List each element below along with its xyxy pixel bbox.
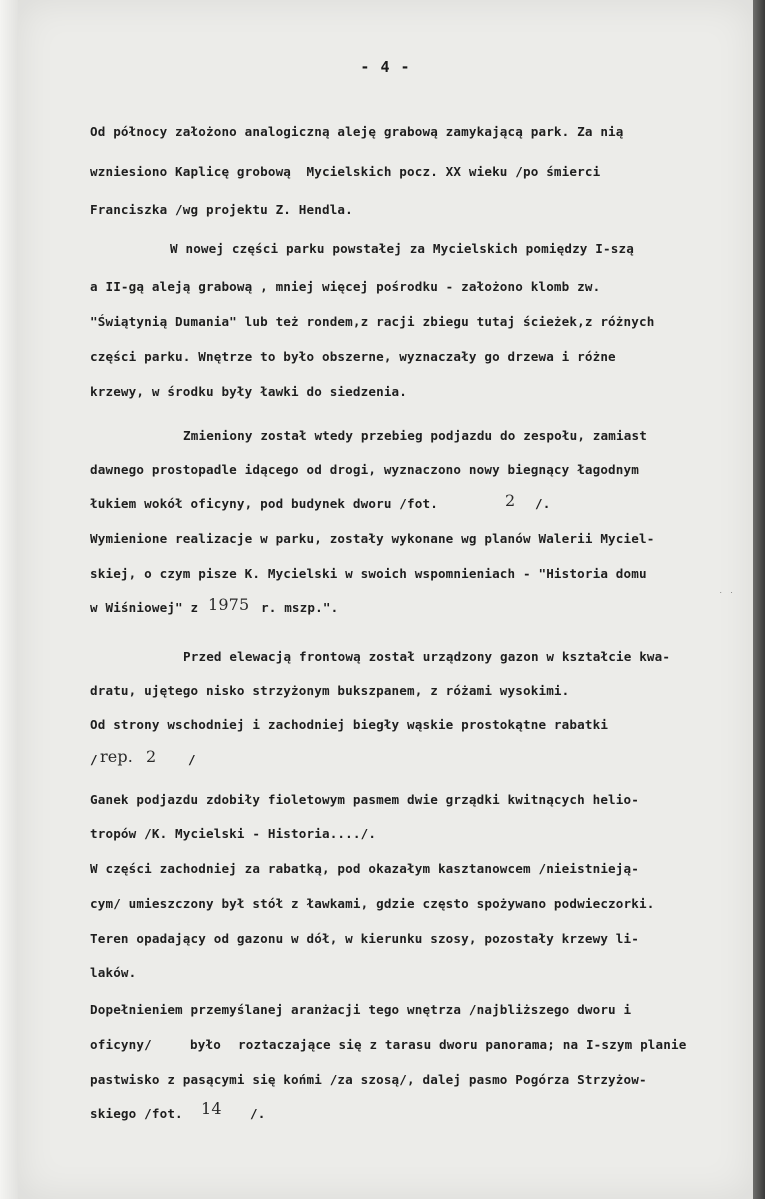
handwritten-year: 1975 xyxy=(208,595,250,614)
text-line: / xyxy=(188,752,196,767)
text-line: Zmieniony został wtedy przebieg podjazdu do zespołu, zamiast xyxy=(183,428,647,443)
document-page xyxy=(18,0,753,1199)
text-line: dawnego prostopadle idącego od drogi, wyznaczono nowy biegnący łagodnym xyxy=(90,462,639,477)
text-line: było xyxy=(190,1037,221,1052)
text-line: Od północy założono analogiczną aleję grabową zamykającą park. Za nią xyxy=(90,124,624,139)
text-line: a II-gą aleją grabową , mniej więcej pośrodku - założono klomb zw. xyxy=(90,279,601,294)
text-line: części parku. Wnętrze to było obszerne, wyznaczały go drzewa i różne xyxy=(90,349,616,364)
text-line: oficyny/ xyxy=(90,1037,152,1052)
text-line: Franciszka /wg projektu Z. Hendla. xyxy=(90,202,353,217)
text-line: /. xyxy=(535,496,551,511)
handwritten-plan-number: 2 xyxy=(146,747,157,766)
text-line: W części zachodniej za rabatką, pod okazałym kasztanowcem /nieistnieją- xyxy=(90,861,639,876)
text-line: W nowej części parku powstałej za Mycielskich pomiędzy I-szą xyxy=(170,241,634,256)
handwritten-plan-ref: rep. xyxy=(100,747,134,766)
text-line: w Wiśniowej" z xyxy=(90,600,199,615)
text-line: Dopełnieniem przemyślanej aranżacji tego wnętrza /najbliższego dworu i xyxy=(90,1002,632,1017)
text-line: skiej, o czym pisze K. Mycielski w swoich wspomnieniach - "Historia domu xyxy=(90,566,647,581)
text-line: dratu, ujętego nisko strzyżonym bukszpanem, z różami wysokimi. xyxy=(90,683,570,698)
scan-dark-edge xyxy=(753,0,765,1199)
handwritten-photo-number: 14 xyxy=(201,1099,222,1118)
text-line: "Świątynią Dumania" lub też rondem,z racji zbiegu tutaj ścieżek,z różnych xyxy=(90,314,655,329)
text-line: tropów /K. Mycielski - Historia..../. xyxy=(90,826,377,841)
text-line: roztaczające się z tarasu dworu panorama; na I-szym planie xyxy=(238,1037,687,1052)
text-line: krzewy, w środku były ławki do siedzenia. xyxy=(90,384,408,399)
text-line: Wymienione realizacje w parku, zostały wykonane wg planów Walerii Myciel- xyxy=(90,531,655,546)
text-line: Od strony wschodniej i zachodniej biegły wąskie prostokątne rabatki xyxy=(90,717,609,732)
text-line: Teren opadający od gazonu w dół, w kierunku szosy, pozostały krzewy li- xyxy=(90,931,639,946)
page-number: - 4 - xyxy=(360,58,411,76)
text-line: wzniesiono Kaplicę grobową Mycielskich pocz. XX wieku /po śmierci xyxy=(90,164,601,179)
text-line: / xyxy=(90,752,98,767)
text-line: Przed elewacją frontową został urządzony gazon w kształcie kwa- xyxy=(183,649,671,664)
text-line: skiego /fot. xyxy=(90,1106,183,1121)
text-line: laków. xyxy=(90,965,137,980)
page-left-edge xyxy=(0,0,19,1199)
text-line: /. xyxy=(250,1106,266,1121)
scan-mark: ˙ ˙ xyxy=(718,592,735,602)
text-line: pastwisko z pasącymi się końmi /za szosą/, dalej pasmo Pogórza Strzyżow- xyxy=(90,1072,647,1087)
handwritten-photo-number: 2 xyxy=(505,491,516,510)
text-line: r. mszp.". xyxy=(261,600,339,615)
text-line: łukiem wokół oficyny, pod budynek dworu /fot. xyxy=(90,496,438,511)
text-line: Ganek podjazdu zdobiły fioletowym pasmem dwie grządki kwitnących helio- xyxy=(90,792,639,807)
text-line: cym/ umieszczony był stół z ławkami, gdzie często spożywano podwieczorki. xyxy=(90,896,655,911)
